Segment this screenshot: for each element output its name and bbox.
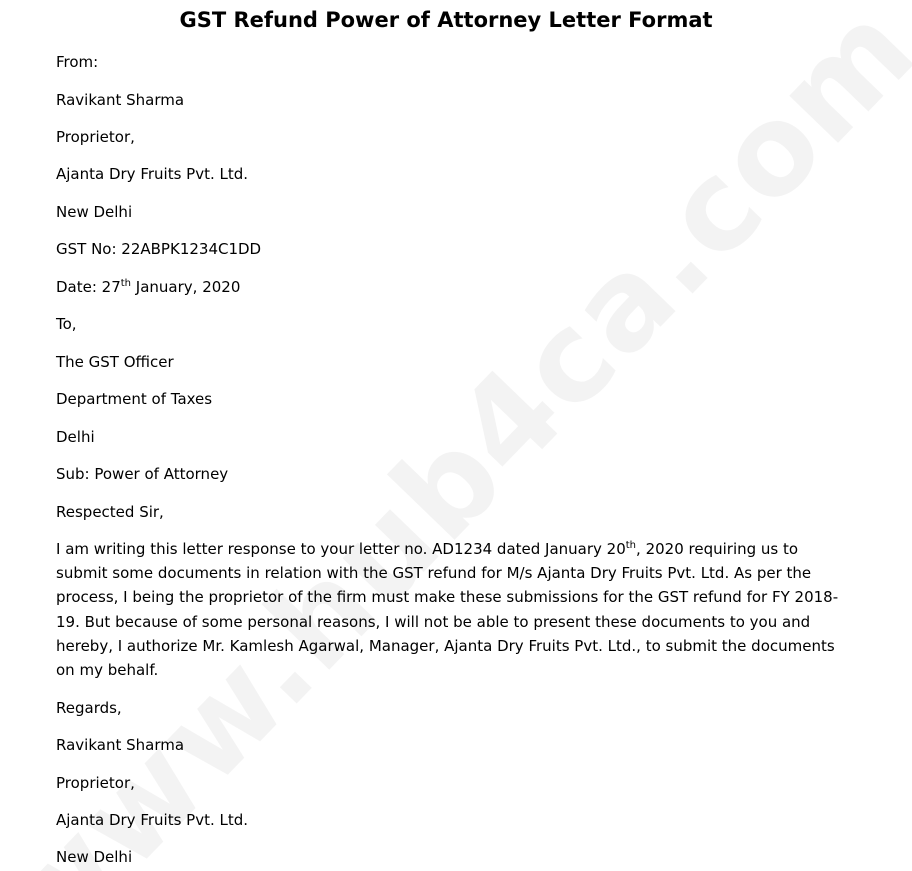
body-line-1-b: , 2020 requiring us to (636, 540, 799, 558)
recipient-officer: The GST Officer (56, 353, 174, 371)
to-label: To, (56, 315, 77, 333)
body-line-6: on my behalf. (56, 661, 159, 680)
sender-gst-number: GST No: 22ABPK1234C1DD (56, 240, 262, 258)
closing-name: Ravikant Sharma (56, 736, 185, 754)
from-label: From: (56, 53, 99, 71)
closing-regards: Regards, (56, 699, 122, 717)
body-line-1-a: I am writing this letter response to your letter no. AD1234 dated January 20 (56, 540, 626, 558)
body-line-4: 19. But because of some personal reasons, I will not be able to present these documents to you and (56, 612, 811, 631)
recipient-department: Department of Taxes (56, 390, 213, 408)
body-line-1 (56, 540, 798, 558)
letter-subject: Sub: Power of Attorney (56, 465, 229, 483)
letter-date (56, 277, 240, 297)
closing-designation: Proprietor, (56, 774, 135, 792)
body-line-1-ordinal: th (625, 540, 637, 551)
body-line-5: hereby, I authorize Mr. Kamlesh Agarwal, Manager, Ajanta Dry Fruits Pvt. Ltd., to submit the documents (56, 636, 835, 655)
letter-salutation: Respected Sir, (56, 503, 164, 521)
date-ordinal: th (120, 278, 132, 289)
body-line-3: process, I being the proprietor of the firm must make these submissions for the GST refund for FY 2018- (56, 588, 839, 607)
body-line-2: submit some documents in relation with the GST refund for M/s Ajanta Dry Fruits Pvt. Ltd. As per the (56, 564, 812, 583)
closing-company: Ajanta Dry Fruits Pvt. Ltd. (56, 811, 249, 829)
page-title: GST Refund Power of Attorney Letter Format (179, 8, 713, 32)
sender-name: Ravikant Sharma (56, 91, 185, 109)
sender-designation: Proprietor, (56, 128, 135, 146)
date-rest: January, 2020 (131, 278, 241, 296)
date-prefix: Date: 27 (56, 278, 121, 296)
sender-city: New Delhi (56, 203, 133, 221)
closing-city: New Delhi (56, 848, 133, 866)
letter-body (56, 537, 839, 682)
recipient-city: Delhi (56, 428, 95, 446)
sender-company: Ajanta Dry Fruits Pvt. Ltd. (56, 165, 249, 183)
